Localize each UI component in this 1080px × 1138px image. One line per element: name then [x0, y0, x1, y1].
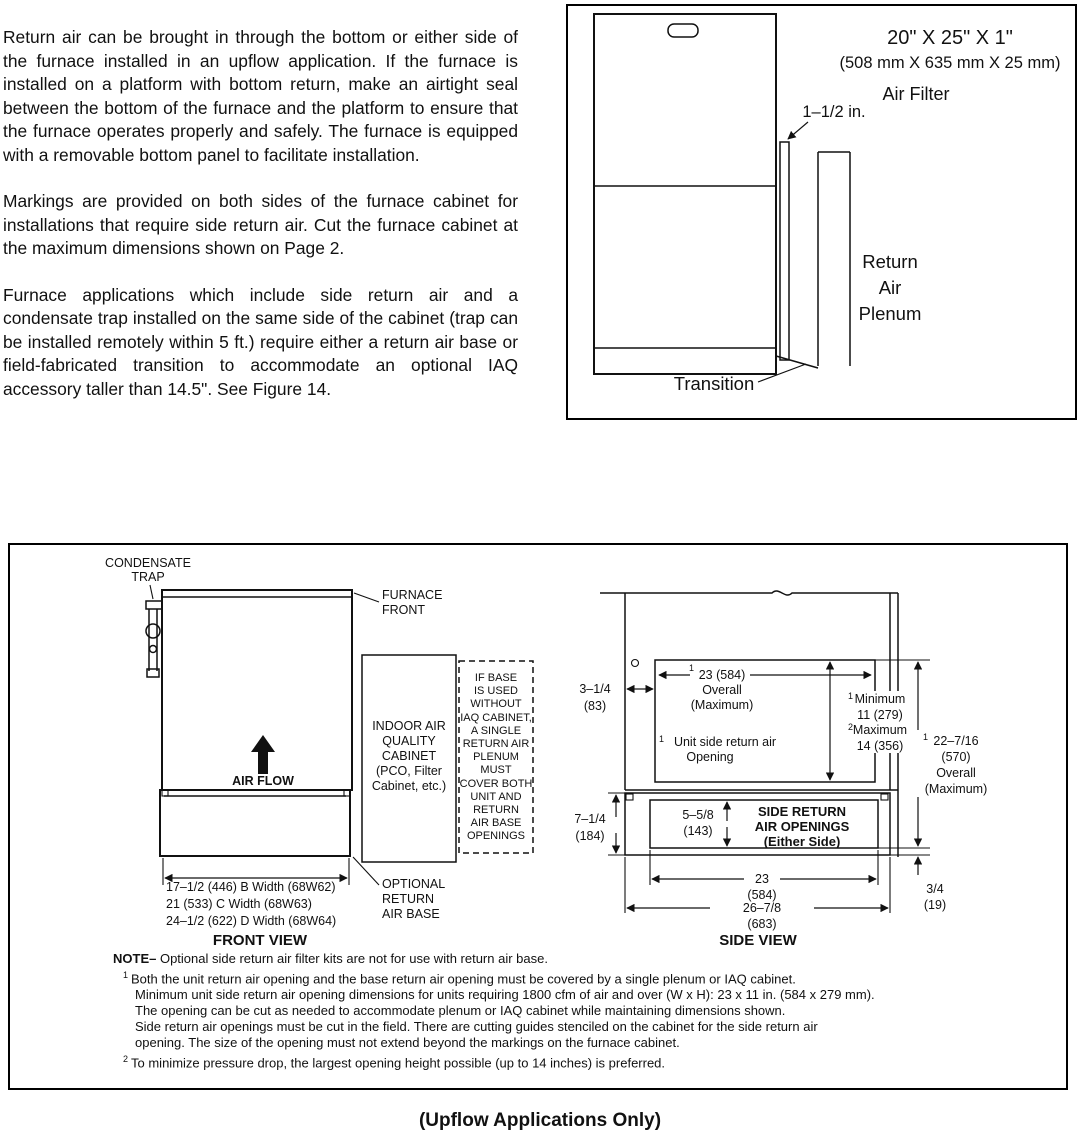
- furnace-handle: [668, 24, 698, 37]
- filter-gap-leader: [788, 122, 808, 139]
- condensate-trap-drawing: [146, 585, 162, 677]
- max-footnote-sup: 2: [847, 722, 853, 732]
- base-plenum-note-line4: IAQ CABINET,: [460, 712, 532, 724]
- filter-size-label: 20" X 25" X 1": [887, 27, 1013, 49]
- min-dim-line2: 11 (279): [857, 708, 903, 722]
- width-d-label: 24–1/2 (622) D Width (68W64): [166, 914, 337, 928]
- plenum-label-line2: Air: [878, 277, 902, 298]
- figure-caption: (Upflow Applications Only): [418, 1110, 662, 1131]
- side-openings-label-line1: SIDE RETURN: [757, 804, 847, 819]
- optional-base-label-line2: RETURN: [382, 892, 435, 906]
- note-line: [113, 951, 1053, 967]
- unit-opening-footnote-sup: 1: [658, 734, 664, 744]
- air-filter-label: Air Filter: [882, 84, 950, 104]
- iaq-cabinet-label-line1: INDOOR AIR: [372, 719, 446, 733]
- footnote-1-text: Both the unit return air opening and the base return air opening must be covered by a single plenum or IAQ cabinet.: [131, 971, 796, 987]
- width-c-label: 21 (533) C Width (68W63): [166, 897, 312, 911]
- furnace-front-drawing: [162, 590, 352, 790]
- iaq-cabinet-label-line5: Cabinet, etc.): [371, 779, 447, 793]
- base-plenum-note-line2: IS USED: [473, 685, 519, 697]
- air-flow-label: AIR FLOW: [232, 774, 294, 788]
- filter-gap-label: 1–1/2 in.: [802, 103, 866, 121]
- furnace-front-label-line1: FURNACE: [382, 588, 443, 602]
- overall-height-footnote-sup: 1: [922, 732, 928, 742]
- air-filter-drawing: [780, 142, 789, 360]
- base-plenum-note-line12: AIR BASE: [470, 817, 522, 829]
- base-width-line1: 26–7/8: [742, 901, 782, 915]
- opening-width-dim-line2: Overall: [702, 683, 742, 697]
- condensate-trap-label-line2: TRAP: [131, 570, 165, 584]
- footnote-2-text: To minimize pressure drop, the largest opening height possible (up to 14 inches) is preferred.: [131, 1055, 666, 1071]
- optional-base-label-line3: AIR BASE: [382, 907, 440, 921]
- intro-paragraph-1: Return air can be brought in through the bottom or either side of the furnace installed in an upflow application. If the furnace is installed on a platform with bottom return, make an airtight seal between the bottom of the furnace and the platform to ensure that the furnace operates properly and safely. The furnace is equipped with a removable bottom panel to facilitate installation.: [3, 27, 518, 165]
- offset-dim-line1: 3–1/4: [579, 682, 611, 696]
- base-height-dim-line1: 7–1/4: [574, 812, 606, 826]
- base-plenum-note-line1: IF BASE: [474, 672, 518, 684]
- plenum-label-line3: Plenum: [858, 303, 922, 324]
- furnace-cabinet-drawing: [594, 14, 776, 374]
- base-lip-dimension: [890, 855, 930, 875]
- unit-opening-label-line2: Opening: [686, 750, 734, 764]
- optional-base-leader: [353, 857, 379, 885]
- note-line: The opening can be cut as needed to accommodate plenum or IAQ cabinet while maintaining dimensions shown.: [135, 1003, 786, 1019]
- opening-width-dim-line1: 23 (584): [698, 668, 746, 682]
- base-opening-height-line1: 5–5/8: [682, 808, 714, 822]
- min-dim-line1: Minimum: [854, 692, 906, 706]
- base-height-dimension: [608, 793, 625, 855]
- overall-height-dim-line2: (570): [941, 750, 971, 764]
- iaq-cabinet-label-line4: (PCO, Filter: [376, 764, 442, 778]
- base-plenum-note-line9: COVER BOTH: [459, 778, 533, 790]
- side-view-label: SIDE VIEW: [719, 932, 797, 949]
- max-dim-line1: Maximum: [852, 723, 908, 737]
- base-plenum-note-line11: RETURN: [473, 804, 519, 816]
- min-footnote-sup: 1: [847, 691, 853, 701]
- overall-height-dim-line3: Overall: [936, 766, 976, 780]
- base-plenum-note-line3: WITHOUT: [470, 698, 522, 710]
- width-b-label: 17–1/2 (446) B Width (68W62): [166, 880, 336, 894]
- max-dim-line2: 14 (356): [856, 739, 904, 753]
- note-line: [113, 1051, 1053, 1071]
- unit-opening-label-line1: Unit side return air: [673, 735, 777, 749]
- overall-height-dim-line1: 22–7/16: [933, 734, 979, 748]
- note-line: [113, 967, 1053, 987]
- overall-height-dim-line4: (Maximum): [924, 782, 988, 796]
- iaq-cabinet-label-line3: CABINET: [381, 749, 437, 763]
- air-filter-diagram-canvas: [568, 6, 1075, 418]
- installation-figure: [8, 543, 1068, 1090]
- base-plenum-note-line10: UNIT AND: [470, 791, 522, 803]
- overall-height-dimension: [875, 660, 930, 848]
- furnace-front-label-line2: FRONT: [382, 603, 426, 617]
- transition-label: Transition: [673, 373, 755, 394]
- note-line: opening. The size of the opening must not extend beyond the markings on the furnace cabinet.: [135, 1035, 680, 1051]
- base-opening-height-line2: (143): [683, 824, 713, 838]
- condensate-trap-label-line1: CONDENSATE: [105, 556, 191, 570]
- transition-drawing: [776, 356, 818, 368]
- intro-text-column: [3, 26, 518, 424]
- iaq-cabinet-label-line2: QUALITY: [382, 734, 436, 748]
- base-opening-width-line1: 23: [755, 872, 769, 886]
- note-label: NOTE–: [113, 951, 157, 966]
- opening-width-dim-line3: (Maximum): [690, 698, 754, 712]
- return-air-plenum-drawing: [776, 152, 850, 368]
- intro-paragraph-2: Markings are provided on both sides of the furnace cabinet for installations that require side return air. Cut the furnace cabinet at the maximum dimensions shown on Page 2.: [3, 191, 518, 258]
- side-openings-label-line3: (Either Side): [763, 834, 841, 849]
- return-air-base-drawing: [160, 790, 350, 856]
- base-plenum-note-line7: PLENUM: [473, 751, 519, 763]
- air-filter-diagram: [566, 4, 1077, 420]
- note-line: Minimum unit side return air opening dimensions for units requiring 1800 cfm of air and over (W x H): 23 x 11 in. (584 x 279 mm).: [135, 987, 875, 1003]
- front-view-label: FRONT VIEW: [212, 932, 308, 949]
- figure-notes: [113, 951, 1053, 1072]
- base-plenum-note-line13: OPENINGS: [466, 830, 526, 842]
- base-height-dim-line2: (184): [575, 829, 605, 843]
- base-plenum-note-line8: MUST: [480, 764, 512, 776]
- note-line: Side return air openings must be cut in the field. There are cutting guides stenciled on the cabinet for the side return air: [135, 1019, 818, 1035]
- base-opening-width-line2: (584): [747, 888, 777, 902]
- intro-paragraph-3: Furnace applications which include side return air and a condensate trap installed on the same side of the cabinet (trap can be installed remotely within 5 ft.) require either a return air base or field-fabricated transition to accommodate an optional IAQ accessory taller than 14.5". See Figure 14.: [3, 284, 518, 399]
- base-plenum-note-line5: A SINGLE: [470, 725, 522, 737]
- side-openings-label-line2: AIR OPENINGS: [754, 819, 850, 834]
- footnote-1-sup: 1: [123, 970, 129, 980]
- footnote-2-sup: 2: [123, 1054, 129, 1065]
- base-width-line2: (683): [747, 917, 777, 931]
- base-plenum-note-line6: RETURN AIR: [462, 738, 530, 750]
- base-lip-line2: (19): [923, 898, 947, 912]
- base-lip-line1: 3/4: [926, 882, 944, 896]
- furnace-front-leader: [354, 593, 379, 602]
- filter-size-metric-label: (508 mm X 635 mm X 25 mm): [839, 54, 1061, 72]
- opening-width-footnote-sup: 1: [688, 663, 694, 673]
- optional-base-label-line1: OPTIONAL: [382, 877, 446, 891]
- offset-dim-line2: (83): [583, 699, 607, 713]
- air-flow-arrow-icon: [251, 735, 275, 774]
- note-text: Optional side return air filter kits are not for use with return air base.: [156, 951, 548, 966]
- plenum-label-line1: Return: [862, 251, 918, 272]
- screw-hole: [632, 660, 639, 667]
